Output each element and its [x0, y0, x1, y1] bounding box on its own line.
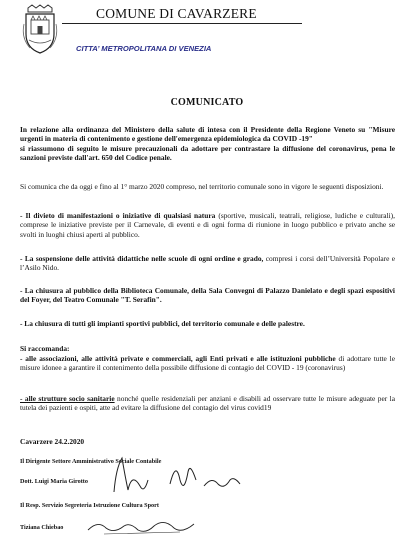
document-heading: COMUNICATO — [170, 97, 244, 108]
signatory-name-1: Dott. Luigi Maria Girotto — [20, 478, 88, 485]
recommend-rest: nonché quelle residenziali per anziani e disabili ad osservare tutte le misure adeguate per la tutela dei pazienti e ospiti, atte ad evitare la diffusione del contagio del virus covid19 — [20, 394, 395, 413]
signatory-role-1: Il Dirigente Settore Amministrativo Sociale Contabile — [20, 458, 162, 465]
document-date: Cavarzere 24.2.2020 — [20, 437, 85, 446]
measure-rest: compresi i corsi dell’Università Popolare e l’Asilo Nido. — [20, 254, 395, 273]
recommend-item — [20, 354, 395, 373]
recommend-title: Si raccomanda: — [20, 344, 70, 353]
handwritten-signature-2 — [84, 512, 204, 538]
metropolitan-city-subtitle: CITTA’ METROPOLITANA DI VENEZIA — [76, 44, 212, 53]
recommend-lead: - alle strutture socio sanitarie — [20, 394, 115, 403]
measure-item — [20, 319, 395, 328]
measure-item — [20, 286, 395, 305]
municipal-crest-icon — [22, 4, 58, 54]
measure-item — [20, 254, 395, 273]
notice-paragraph: Si comunica che da oggi e fino al 1° marzo 2020 compreso, nel territorio comunale sono in vigore le seguenti disposizioni. — [20, 182, 384, 191]
recommend-rest: di adottare tutte le misure idonee a garantire il contenimento della possibile diffusione di contagio del COVID - 19 (coronavirus) — [20, 354, 395, 373]
recommend-item — [20, 394, 395, 413]
signatory-role-2: Il Resp. Servizio Segreteria Istruzione Cultura Sport — [20, 502, 159, 509]
measure-lead: - La sospensione delle attività didattiche nelle scuole di ogni ordine e grado, — [20, 254, 264, 263]
measure-lead: - La chiusura di tutti gli impianti sportivi pubblici, del territorio comunale e delle palestre. — [20, 319, 305, 328]
intro-paragraph — [20, 125, 395, 163]
header-divider — [62, 23, 302, 24]
municipality-title: COMUNE DI CAVARZERE — [96, 6, 257, 21]
measure-item — [20, 211, 395, 239]
handwritten-signature-1 — [100, 450, 250, 498]
measure-lead: - Il divieto di manifestazioni o iniziative di qualsiasi natura — [20, 211, 216, 220]
measure-rest: (sportive, musicali, teatrali, religiose, ludiche e culturali), comprese le iniziative previste per il Carnevale, di eventi e di ogni forma di riunione in luogo pubblico e privato anche se svolti in luoghi chiusi aperti al pubblico. — [20, 211, 395, 239]
measure-lead: - La chiusura al pubblico della Biblioteca Comunale, della Sala Convegni di Palazzo Danielato e degli spazi espositivi del Foyer, del Teatro Comunale "T. Serafin". — [20, 286, 395, 305]
intro-part1: In relazione alla ordinanza del Ministero della salute di intesa con il Presidente della Regione Veneto su "Misure urgenti in materia di contenimento e gestione dell'emergenza epidemiologica da COVID -19" — [20, 125, 395, 144]
recommend-lead: - alle associazioni, alle attività private e commerciali, agli Enti privati e alle istituzioni pubbliche — [20, 354, 336, 363]
intro-part2: si riassumono di seguito le misure precauzionali da adottare per contrastare la diffusione del coronavirus, pena le sanzioni previste dall'art. 650 del Codice penale. — [20, 143, 395, 163]
signatory-name-2: Tiziana Chiebao — [20, 524, 64, 531]
